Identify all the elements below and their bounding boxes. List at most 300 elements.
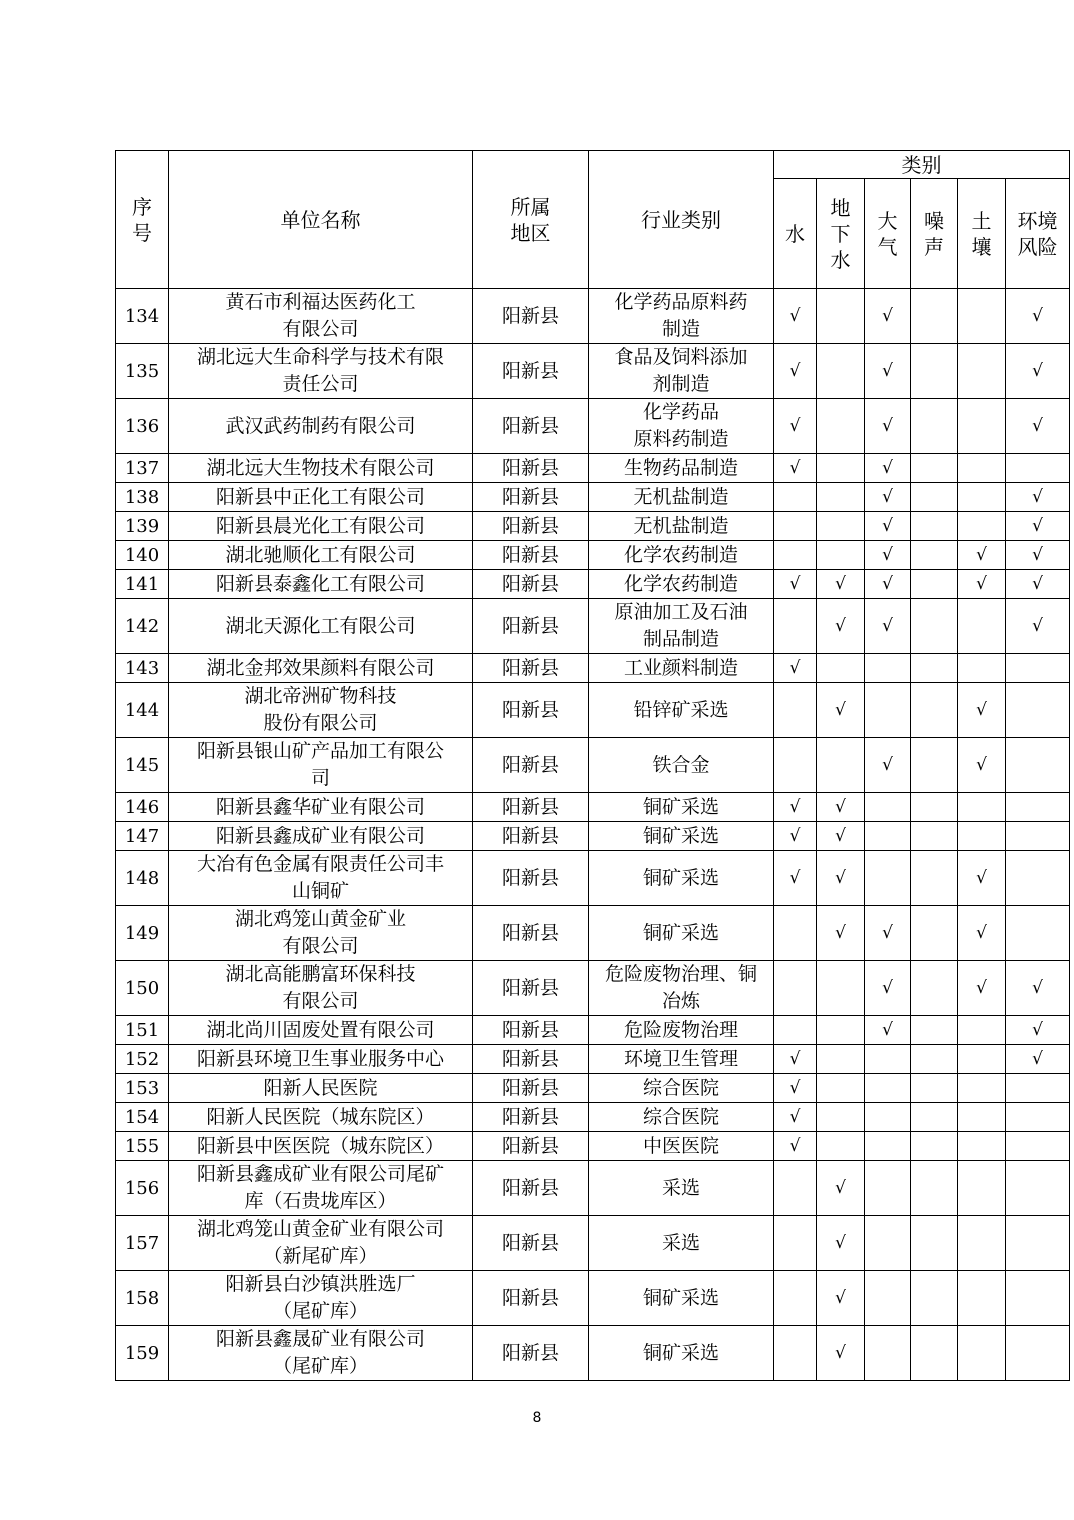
header-cat-text: 环境 风险	[1017, 208, 1058, 259]
category-cell	[911, 654, 958, 683]
row-name: 阳新县白沙镇洪胜选厂 （尾矿库）	[169, 1271, 473, 1326]
table-row	[116, 1216, 1070, 1271]
row-name: 湖北尚川固废处置有限公司	[169, 1016, 473, 1045]
category-cell	[958, 399, 1006, 454]
category-cell	[817, 822, 865, 851]
row-no: 153	[116, 1074, 169, 1103]
check-mark: √	[976, 574, 987, 594]
category-cell	[958, 822, 1006, 851]
category-cell	[1006, 454, 1070, 483]
row-region: 阳新县	[473, 454, 589, 483]
category-cell	[958, 683, 1006, 738]
category-cell	[774, 738, 817, 793]
row-industry: 化学药品原料药 制造	[589, 289, 774, 344]
header-cat-text: 土 壤	[971, 208, 992, 259]
row-no: 139	[116, 512, 169, 541]
category-cell	[865, 654, 911, 683]
row-name: 湖北金邦效果颜料有限公司	[169, 654, 473, 683]
row-no: 137	[116, 454, 169, 483]
category-cell	[865, 454, 911, 483]
category-cell	[774, 399, 817, 454]
category-cell	[865, 793, 911, 822]
row-name: 湖北远大生物技术有限公司	[169, 454, 473, 483]
category-cell	[865, 399, 911, 454]
category-cell	[774, 1016, 817, 1045]
category-cell	[865, 483, 911, 512]
row-region: 阳新县	[473, 1103, 589, 1132]
category-cell	[1006, 793, 1070, 822]
row-industry: 铜矿采选	[589, 793, 774, 822]
category-cell	[958, 1132, 1006, 1161]
row-industry: 综合医院	[589, 1103, 774, 1132]
check-mark: √	[789, 1078, 801, 1098]
category-cell	[774, 483, 817, 512]
table-row	[116, 454, 1070, 483]
table-row	[116, 570, 1070, 599]
row-industry: 综合医院	[589, 1074, 774, 1103]
category-cell	[911, 1271, 958, 1326]
row-industry: 采选	[589, 1216, 774, 1271]
category-cell	[911, 1016, 958, 1045]
category-cell	[865, 961, 911, 1016]
category-cell	[958, 961, 1006, 1016]
row-region: 阳新县	[473, 1271, 589, 1326]
check-mark: √	[789, 416, 801, 436]
category-cell	[774, 961, 817, 1016]
row-no: 155	[116, 1132, 169, 1161]
table-row	[116, 344, 1070, 399]
category-cell	[817, 683, 865, 738]
category-cell	[958, 1216, 1006, 1271]
row-industry: 危险废物治理	[589, 1016, 774, 1045]
row-industry: 食品及饲料添加 剂制造	[589, 344, 774, 399]
check-mark: √	[1032, 361, 1043, 381]
header-cat-text: 水	[785, 221, 805, 246]
category-cell	[911, 851, 958, 906]
row-region: 阳新县	[473, 1016, 589, 1045]
header-category	[774, 151, 1070, 179]
header-no	[116, 151, 169, 289]
row-no: 141	[116, 570, 169, 599]
category-cell	[958, 851, 1006, 906]
header-region-text: 所属 地区	[510, 194, 551, 245]
row-name: 阳新县鑫成矿业有限公司	[169, 822, 473, 851]
category-cell	[911, 454, 958, 483]
check-mark: √	[882, 1020, 893, 1040]
category-cell	[1006, 344, 1070, 399]
check-mark: √	[882, 574, 893, 594]
category-cell	[958, 1016, 1006, 1045]
row-name: 阳新人民医院	[169, 1074, 473, 1103]
header-name-text: 单位名称	[280, 207, 361, 232]
category-cell	[817, 399, 865, 454]
category-cell	[911, 683, 958, 738]
category-cell	[958, 906, 1006, 961]
check-mark: √	[835, 1343, 846, 1363]
header-category-text: 类别	[901, 152, 942, 177]
table-row	[116, 541, 1070, 570]
check-mark: √	[976, 978, 987, 998]
category-cell	[817, 1132, 865, 1161]
check-mark: √	[1032, 1049, 1043, 1069]
check-mark: √	[789, 1136, 801, 1156]
category-cell	[911, 1132, 958, 1161]
row-industry: 铜矿采选	[589, 822, 774, 851]
check-mark: √	[882, 545, 893, 565]
category-cell	[817, 454, 865, 483]
row-no: 150	[116, 961, 169, 1016]
category-cell	[911, 1326, 958, 1381]
row-industry: 危险废物治理、铜 冶炼	[589, 961, 774, 1016]
row-name: 阳新县银山矿产品加工有限公 司	[169, 738, 473, 793]
table-row	[116, 1103, 1070, 1132]
row-industry: 铜矿采选	[589, 1326, 774, 1381]
header-cat-env-risk	[1006, 179, 1070, 289]
category-cell	[774, 1216, 817, 1271]
category-cell	[817, 289, 865, 344]
enterprise-table	[115, 150, 1070, 1381]
row-no: 156	[116, 1161, 169, 1216]
row-industry: 采选	[589, 1161, 774, 1216]
check-mark: √	[976, 923, 987, 943]
category-cell	[911, 541, 958, 570]
check-mark: √	[882, 755, 893, 775]
category-cell	[865, 541, 911, 570]
category-cell	[865, 738, 911, 793]
check-mark: √	[835, 616, 846, 636]
row-industry: 环境卫生管理	[589, 1045, 774, 1074]
row-name: 阳新人民医院（城东院区）	[169, 1103, 473, 1132]
category-cell	[1006, 1103, 1070, 1132]
check-mark: √	[835, 923, 846, 943]
category-cell	[865, 289, 911, 344]
category-cell	[817, 570, 865, 599]
row-name: 湖北帝洲矿物科技 股份有限公司	[169, 683, 473, 738]
check-mark: √	[835, 700, 846, 720]
row-industry: 无机盐制造	[589, 512, 774, 541]
check-mark: √	[789, 1049, 801, 1069]
category-cell	[865, 1103, 911, 1132]
row-name: 湖北驰顺化工有限公司	[169, 541, 473, 570]
category-cell	[865, 1016, 911, 1045]
row-name: 阳新县环境卫生事业服务中心	[169, 1045, 473, 1074]
check-mark: √	[835, 826, 846, 846]
row-industry: 铅锌矿采选	[589, 683, 774, 738]
row-industry: 生物药品制造	[589, 454, 774, 483]
table-row	[116, 599, 1070, 654]
category-cell	[1006, 1045, 1070, 1074]
category-cell	[817, 793, 865, 822]
category-cell	[865, 1161, 911, 1216]
table-row	[116, 1271, 1070, 1326]
header-cat-soil	[958, 179, 1006, 289]
row-name: 阳新县鑫成矿业有限公司尾矿 库（石贵垅库区）	[169, 1161, 473, 1216]
check-mark: √	[789, 826, 801, 846]
row-no: 151	[116, 1016, 169, 1045]
check-mark: √	[1032, 487, 1043, 507]
header-industry	[589, 151, 774, 289]
category-cell	[958, 1271, 1006, 1326]
category-cell	[1006, 1016, 1070, 1045]
page-number: 8	[532, 1410, 542, 1426]
category-cell	[865, 683, 911, 738]
check-mark: √	[882, 487, 893, 507]
category-cell	[817, 654, 865, 683]
row-region: 阳新县	[473, 1045, 589, 1074]
row-industry: 化学农药制造	[589, 570, 774, 599]
category-cell	[958, 1045, 1006, 1074]
row-name: 湖北鸡笼山黄金矿业 有限公司	[169, 906, 473, 961]
category-cell	[774, 289, 817, 344]
category-cell	[911, 961, 958, 1016]
row-region: 阳新县	[473, 1161, 589, 1216]
table-body	[116, 289, 1070, 1381]
table-row	[116, 961, 1070, 1016]
row-name: 阳新县中医医院（城东院区）	[169, 1132, 473, 1161]
row-region: 阳新县	[473, 570, 589, 599]
category-cell	[817, 1326, 865, 1381]
row-no: 143	[116, 654, 169, 683]
row-name: 湖北高能鹏富环保科技 有限公司	[169, 961, 473, 1016]
category-cell	[911, 738, 958, 793]
header-cat-groundwater	[817, 179, 865, 289]
category-cell	[865, 344, 911, 399]
check-mark: √	[835, 1178, 846, 1198]
category-cell	[865, 1326, 911, 1381]
row-name: 阳新县鑫晟矿业有限公司 （尾矿库）	[169, 1326, 473, 1381]
category-cell	[1006, 1161, 1070, 1216]
check-mark: √	[789, 868, 801, 888]
table-row	[116, 483, 1070, 512]
check-mark: √	[789, 306, 801, 326]
row-no: 146	[116, 793, 169, 822]
check-mark: √	[835, 797, 846, 817]
category-cell	[1006, 906, 1070, 961]
category-cell	[911, 483, 958, 512]
category-cell	[1006, 851, 1070, 906]
row-no: 154	[116, 1103, 169, 1132]
row-name: 阳新县泰鑫化工有限公司	[169, 570, 473, 599]
row-no: 152	[116, 1045, 169, 1074]
check-mark: √	[882, 306, 893, 326]
category-cell	[817, 344, 865, 399]
row-region: 阳新县	[473, 822, 589, 851]
row-region: 阳新县	[473, 683, 589, 738]
category-cell	[774, 822, 817, 851]
row-no: 147	[116, 822, 169, 851]
category-cell	[865, 570, 911, 599]
category-cell	[817, 1161, 865, 1216]
category-cell	[1006, 399, 1070, 454]
table-row	[116, 822, 1070, 851]
category-cell	[1006, 683, 1070, 738]
table-row	[116, 1326, 1070, 1381]
header-cat-text: 地 下 水	[830, 195, 851, 272]
check-mark: √	[976, 700, 987, 720]
row-no: 144	[116, 683, 169, 738]
row-region: 阳新县	[473, 1074, 589, 1103]
row-industry: 铜矿采选	[589, 1271, 774, 1326]
category-cell	[774, 1045, 817, 1074]
check-mark: √	[789, 658, 801, 678]
row-no: 142	[116, 599, 169, 654]
row-no: 140	[116, 541, 169, 570]
row-industry: 化学药品 原料药制造	[589, 399, 774, 454]
category-cell	[911, 344, 958, 399]
category-cell	[911, 793, 958, 822]
category-cell	[817, 1016, 865, 1045]
table-row	[116, 1045, 1070, 1074]
row-region: 阳新县	[473, 738, 589, 793]
category-cell	[865, 1216, 911, 1271]
table-row	[116, 738, 1070, 793]
row-no: 136	[116, 399, 169, 454]
row-industry: 铁合金	[589, 738, 774, 793]
table-row	[116, 851, 1070, 906]
row-region: 阳新县	[473, 289, 589, 344]
check-mark: √	[882, 516, 893, 536]
category-cell	[774, 906, 817, 961]
category-cell	[774, 1271, 817, 1326]
category-cell	[1006, 738, 1070, 793]
row-industry: 铜矿采选	[589, 851, 774, 906]
row-region: 阳新县	[473, 399, 589, 454]
header-cat-noise	[911, 179, 958, 289]
row-name: 湖北天源化工有限公司	[169, 599, 473, 654]
header-no-text: 序 号	[132, 194, 152, 245]
row-industry: 工业颜料制造	[589, 654, 774, 683]
row-region: 阳新县	[473, 541, 589, 570]
row-no: 149	[116, 906, 169, 961]
category-cell	[774, 1326, 817, 1381]
header-cat-text: 大 气	[877, 208, 898, 259]
category-cell	[774, 512, 817, 541]
check-mark: √	[835, 868, 846, 888]
category-cell	[865, 822, 911, 851]
check-mark: √	[789, 1107, 801, 1127]
check-mark: √	[882, 978, 893, 998]
category-cell	[774, 851, 817, 906]
category-cell	[1006, 512, 1070, 541]
row-name: 阳新县中正化工有限公司	[169, 483, 473, 512]
table-row	[116, 793, 1070, 822]
category-cell	[958, 541, 1006, 570]
row-region: 阳新县	[473, 851, 589, 906]
header-cat-air	[865, 179, 911, 289]
category-cell	[958, 454, 1006, 483]
row-name: 湖北远大生命科学与技术有限 责任公司	[169, 344, 473, 399]
row-name: 阳新县鑫华矿业有限公司	[169, 793, 473, 822]
category-cell	[958, 344, 1006, 399]
check-mark: √	[789, 361, 801, 381]
category-cell	[774, 1161, 817, 1216]
check-mark: √	[1032, 616, 1043, 636]
category-cell	[774, 683, 817, 738]
category-cell	[817, 1216, 865, 1271]
category-cell	[1006, 1216, 1070, 1271]
category-cell	[774, 1103, 817, 1132]
row-name: 大冶有色金属有限责任公司丰 山铜矿	[169, 851, 473, 906]
check-mark: √	[1032, 574, 1043, 594]
check-mark: √	[1032, 306, 1043, 326]
row-region: 阳新县	[473, 654, 589, 683]
check-mark: √	[789, 574, 801, 594]
category-cell	[958, 1326, 1006, 1381]
category-cell	[911, 512, 958, 541]
category-cell	[958, 1103, 1006, 1132]
category-cell	[1006, 483, 1070, 512]
category-cell	[911, 599, 958, 654]
row-no: 138	[116, 483, 169, 512]
check-mark: √	[1032, 978, 1043, 998]
category-cell	[1006, 822, 1070, 851]
check-mark: √	[835, 1288, 846, 1308]
category-cell	[817, 738, 865, 793]
row-name: 武汉武药制药有限公司	[169, 399, 473, 454]
category-cell	[774, 344, 817, 399]
category-cell	[958, 570, 1006, 599]
row-no: 145	[116, 738, 169, 793]
category-cell	[774, 599, 817, 654]
row-no: 159	[116, 1326, 169, 1381]
category-cell	[865, 906, 911, 961]
category-cell	[958, 483, 1006, 512]
header-industry-text: 行业类别	[641, 207, 721, 232]
check-mark: √	[789, 797, 801, 817]
check-mark: √	[1032, 545, 1043, 565]
category-cell	[1006, 570, 1070, 599]
category-cell	[958, 599, 1006, 654]
category-cell	[817, 1074, 865, 1103]
category-cell	[774, 541, 817, 570]
category-cell	[817, 961, 865, 1016]
table-row	[116, 906, 1070, 961]
table-row	[116, 289, 1070, 344]
row-region: 阳新县	[473, 1132, 589, 1161]
category-cell	[958, 793, 1006, 822]
row-no: 135	[116, 344, 169, 399]
category-cell	[774, 1074, 817, 1103]
row-region: 阳新县	[473, 344, 589, 399]
row-name: 阳新县晨光化工有限公司	[169, 512, 473, 541]
category-cell	[911, 1103, 958, 1132]
category-cell	[774, 1132, 817, 1161]
row-industry: 化学农药制造	[589, 541, 774, 570]
category-cell	[911, 822, 958, 851]
header-cat-water	[774, 179, 817, 289]
check-mark: √	[835, 1233, 846, 1253]
category-cell	[774, 570, 817, 599]
category-cell	[865, 1132, 911, 1161]
category-cell	[1006, 289, 1070, 344]
row-industry: 中医医院	[589, 1132, 774, 1161]
check-mark: √	[976, 755, 987, 775]
row-region: 阳新县	[473, 512, 589, 541]
category-cell	[865, 1271, 911, 1326]
category-cell	[1006, 1132, 1070, 1161]
table-row	[116, 683, 1070, 738]
category-cell	[958, 738, 1006, 793]
header-name	[169, 151, 473, 289]
category-cell	[817, 1271, 865, 1326]
category-cell	[817, 1103, 865, 1132]
category-cell	[1006, 1271, 1070, 1326]
row-region: 阳新县	[473, 1216, 589, 1271]
category-cell	[865, 1045, 911, 1074]
row-region: 阳新县	[473, 961, 589, 1016]
category-cell	[958, 1161, 1006, 1216]
row-region: 阳新县	[473, 599, 589, 654]
